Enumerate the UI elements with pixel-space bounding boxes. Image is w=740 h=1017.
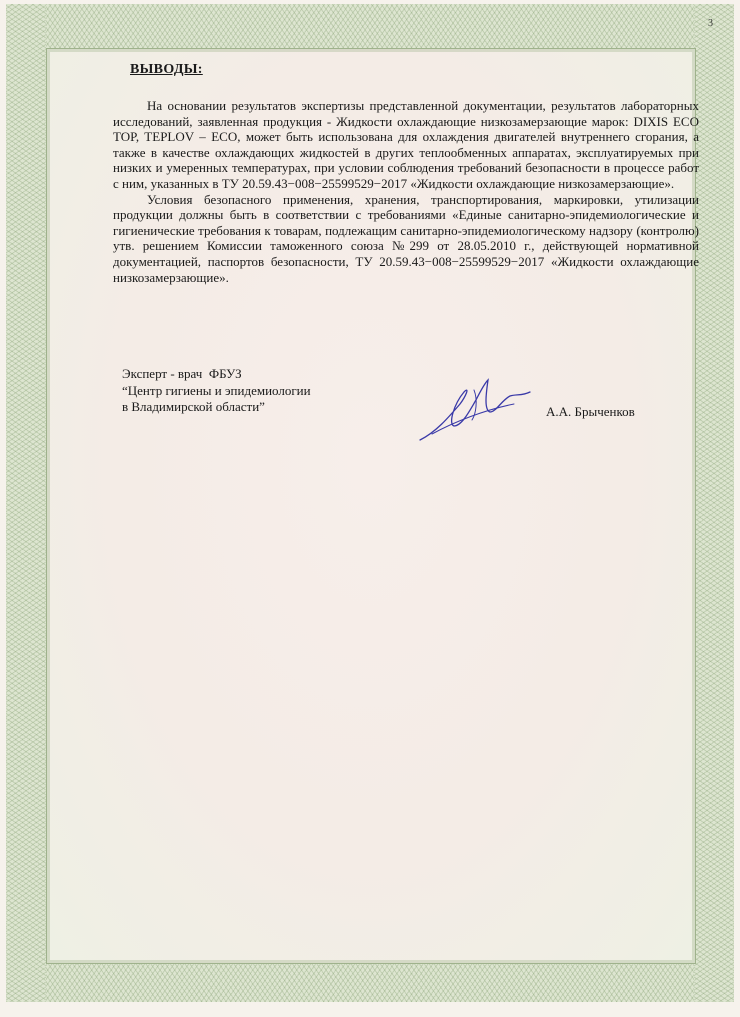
conclusions-heading: ВЫВОДЫ: bbox=[130, 62, 203, 77]
expert-signature-block bbox=[122, 366, 311, 416]
signer-name: А.А. Брыченков bbox=[546, 404, 635, 419]
expert-region-line: в Владимирской области” bbox=[122, 399, 265, 414]
paragraph-conditions: Условия безопасного применения, хранения, транспортирования, маркировки, утилизации продукции должны быть в соответствии с требованиями «Единые санитарно-эпидемиологические и гигиенические требования к товарам, подлежащим санитарно-эпидемиологическому надзору (контролю) утв. решением Комиссии таможенного союза №299 от 28.05.2010 г., действующей нормативной документацией, паспортов безопасности, ТУ 20.59.43−008−25599529−2017 «Жидкости охлаждающие низкозамерзающие». bbox=[113, 191, 699, 285]
expert-title-line: Эксперт - врач ФБУЗ bbox=[122, 366, 242, 381]
handwritten-signature bbox=[414, 370, 534, 448]
paragraph-conclusion: На основании результатов экспертизы представленной документации, результатов лабораторных исследований, заявленная продукция - Жидкости охлаждающие низкозамерзающие марок: DIXIS ECO TOP, TEPLOV – ECO, может быть использована для охлаждения двигателей внутреннего сгорания, а также в качестве охлаждающих жидкостей в других теплообменных аппаратах, эксплуатируемых при низких и умеренных температурах, при условии соблюдения требований безопасности в процессе работ с ним, указанных в ТУ 20.59.43−008−25599529−2017 «Жидкости охлаждающие низкозамерзающие». bbox=[113, 98, 699, 191]
guilloche-border-top bbox=[6, 4, 734, 48]
guilloche-border-bottom bbox=[6, 962, 734, 1002]
expert-org-line: “Центр гигиены и эпидемиологии bbox=[122, 382, 311, 398]
conclusions-text bbox=[113, 98, 699, 285]
page-number: 3 bbox=[708, 18, 713, 29]
guilloche-border-right bbox=[694, 4, 734, 1002]
guilloche-border-left bbox=[6, 4, 46, 1002]
